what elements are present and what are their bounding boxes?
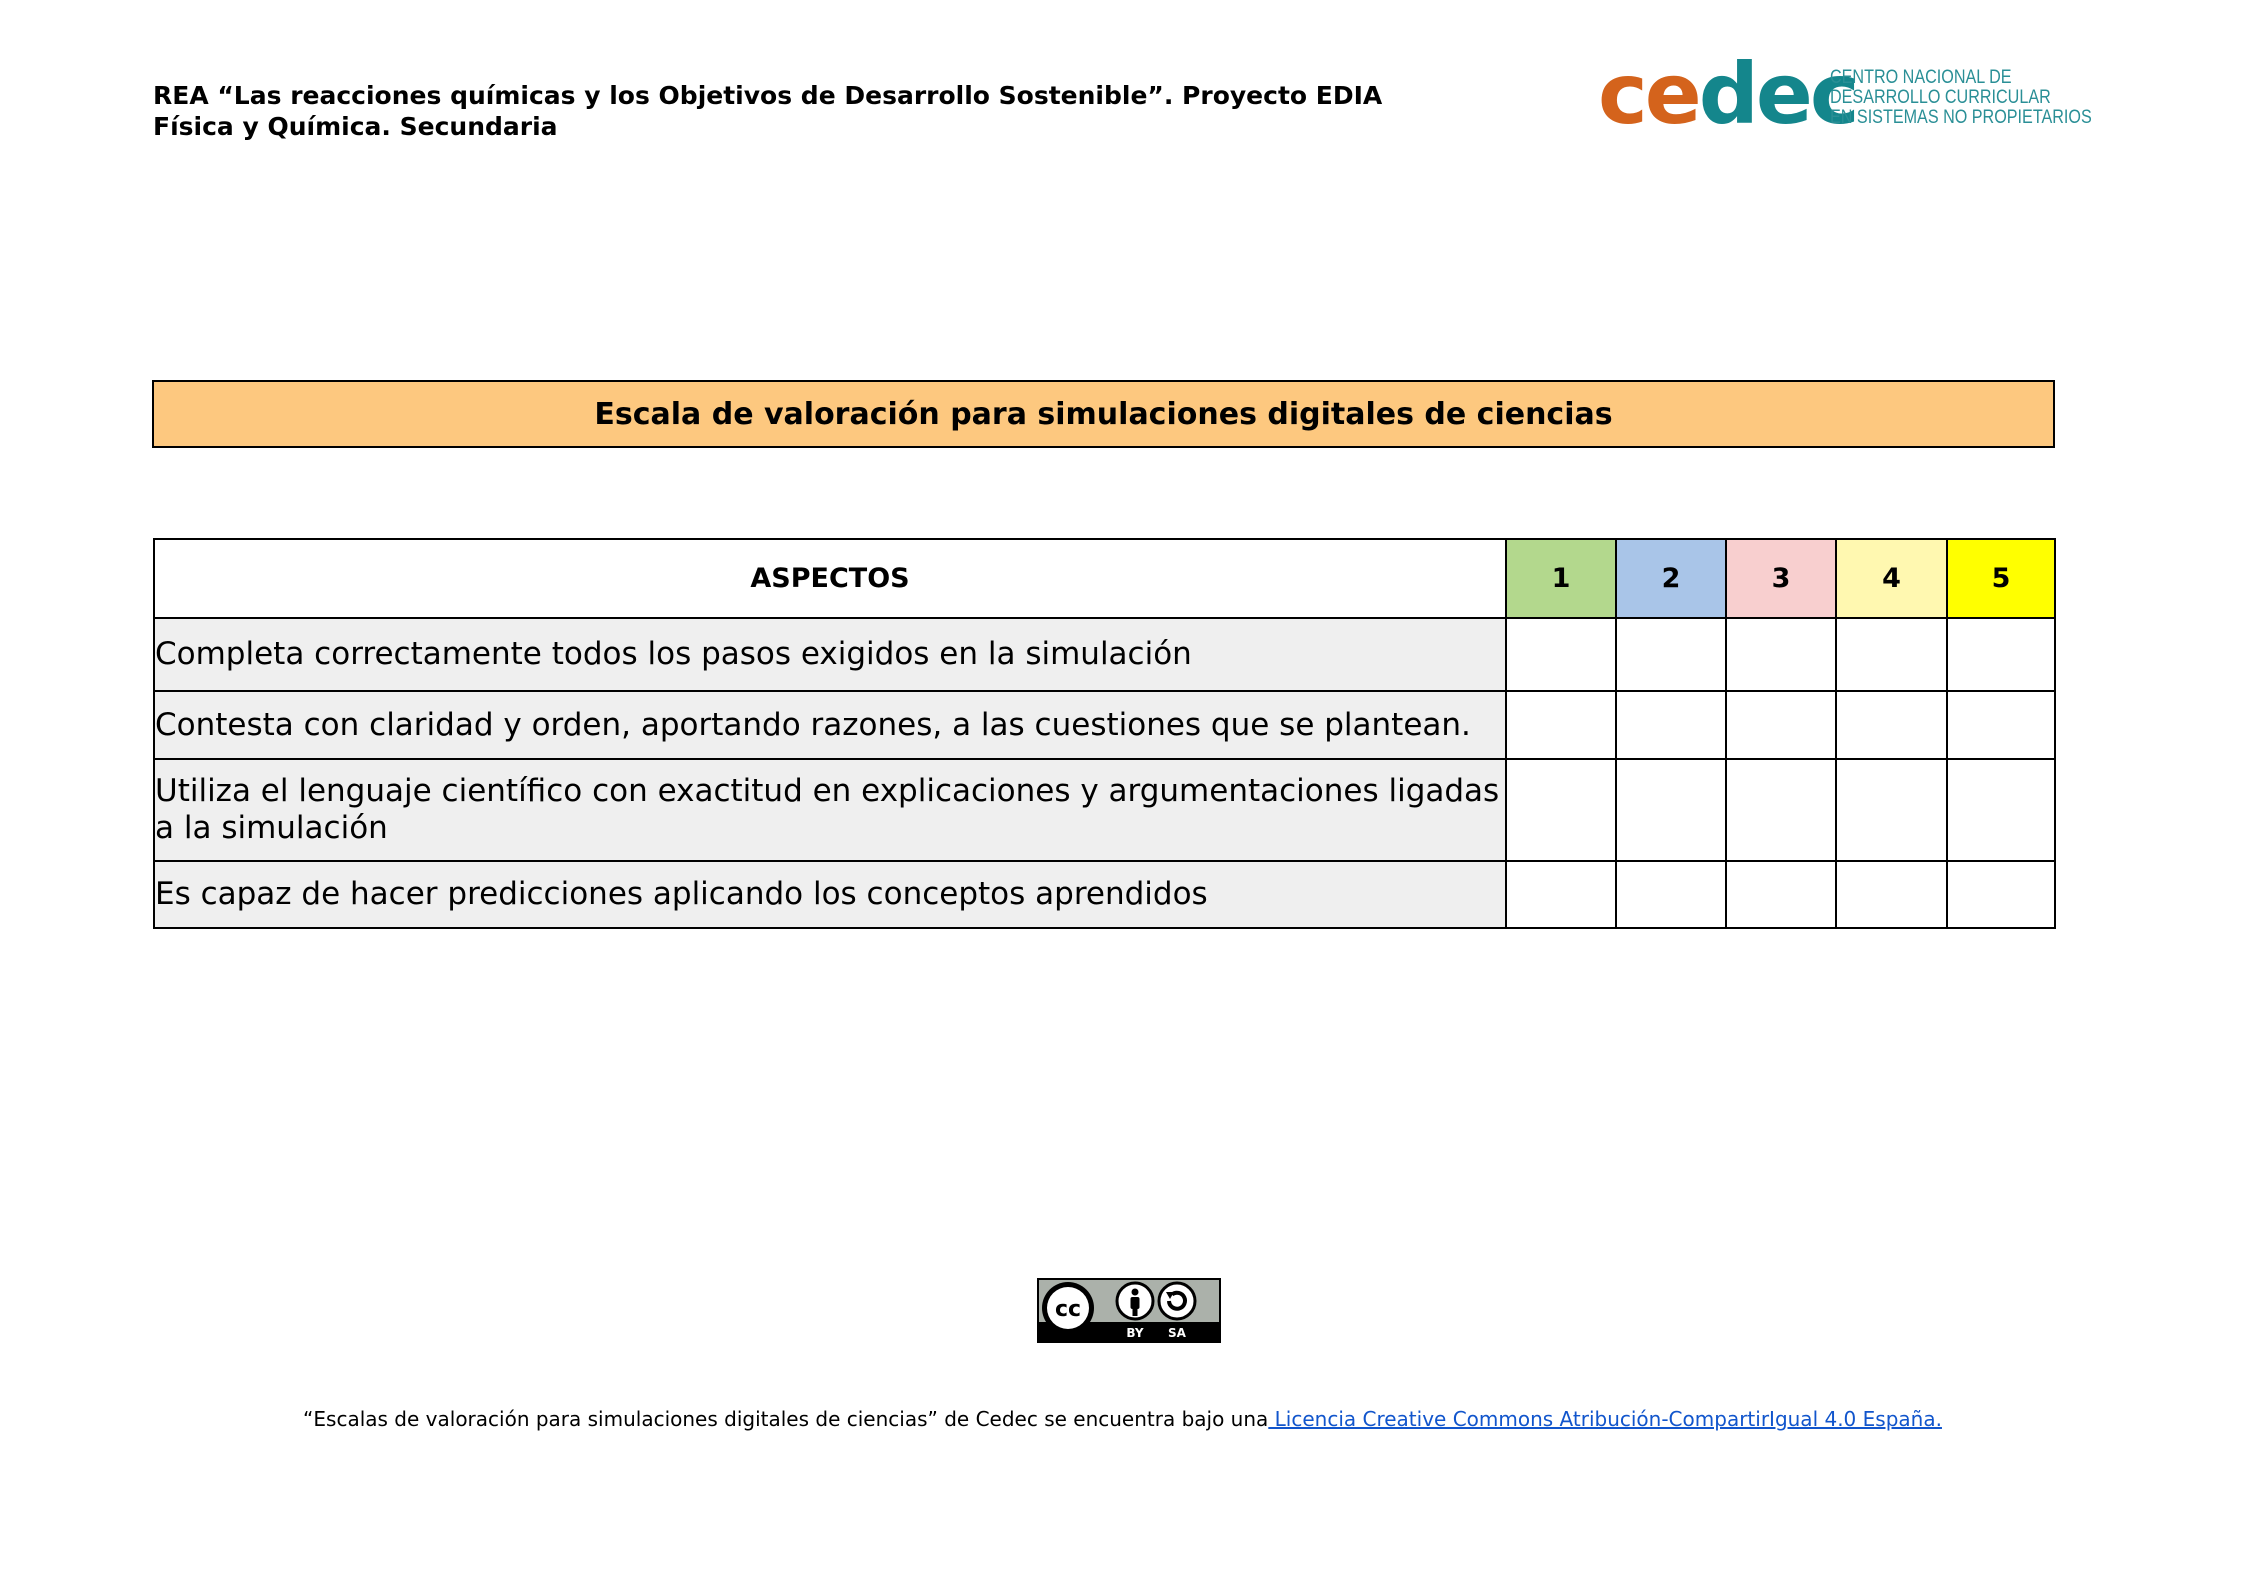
aspects-header: ASPECTOS: [154, 539, 1506, 618]
svg-text:cc: cc: [1054, 1297, 1082, 1322]
score-cell-4[interactable]: [1836, 691, 1947, 759]
header-line-2: Física y Química. Secundaria: [153, 112, 558, 141]
license-footer: [0, 1407, 2245, 1431]
score-cell-3[interactable]: [1726, 618, 1836, 691]
score-cell-3[interactable]: [1726, 691, 1836, 759]
score-cell-5[interactable]: [1947, 759, 2055, 861]
score-header-1: 1: [1506, 539, 1616, 618]
by-attribution-icon: [1117, 1283, 1153, 1319]
badge-by-label: BY: [1126, 1326, 1144, 1340]
logo-word-part-2: dec: [1698, 45, 1857, 143]
table-row: [154, 759, 2055, 861]
score-cell-2[interactable]: [1616, 759, 1726, 861]
footer-text: “Escalas de valoración para simulaciones digitales de ciencias” de Cedec se encuentra bajo una: [303, 1407, 1269, 1431]
cedec-logo-subtitle: [1830, 67, 2092, 128]
aspect-cell: Completa correctamente todos los pasos exigidos en la simulación: [154, 618, 1506, 691]
table-row: [154, 691, 2055, 759]
badge-sa-label: SA: [1168, 1326, 1186, 1340]
score-cell-5[interactable]: [1947, 691, 2055, 759]
logo-subtitle-line-1: CENTRO NACIONAL DE: [1830, 67, 2012, 88]
score-cell-1[interactable]: [1506, 759, 1616, 861]
logo-subtitle-line-2: DESARROLLO CURRICULAR: [1830, 87, 2051, 108]
score-header-4: 4: [1836, 539, 1947, 618]
table-row: [154, 618, 2055, 691]
logo-subtitle-line-3: EN SISTEMAS NO PROPIETARIOS: [1830, 107, 2092, 128]
score-cell-1[interactable]: [1506, 618, 1616, 691]
score-cell-5[interactable]: [1947, 618, 2055, 691]
score-cell-2[interactable]: [1616, 861, 1726, 928]
score-cell-2[interactable]: [1616, 691, 1726, 759]
score-cell-1[interactable]: [1506, 861, 1616, 928]
scale-title: Escala de valoración para simulaciones digitales de ciencias: [152, 380, 2055, 448]
document-header: [153, 80, 1382, 142]
aspect-cell: Utiliza el lenguaje científico con exactitud en explicaciones y argumentaciones ligadas a la simulación: [154, 759, 1506, 861]
score-header-3: 3: [1726, 539, 1836, 618]
rating-scale-table: [153, 538, 2056, 929]
score-cell-3[interactable]: [1726, 861, 1836, 928]
score-cell-4[interactable]: [1836, 618, 1947, 691]
license-link[interactable]: Licencia Creative Commons Atribución-CompartirIgual 4.0 España.: [1268, 1407, 1942, 1431]
score-header-5: 5: [1947, 539, 2055, 618]
score-cell-4[interactable]: [1836, 759, 1947, 861]
cc-icon: [1042, 1282, 1094, 1334]
header-line-1: REA “Las reacciones químicas y los Objetivos de Desarrollo Sostenible”. Proyecto EDIA: [153, 81, 1383, 110]
sa-share-alike-icon: [1159, 1283, 1195, 1319]
score-cell-4[interactable]: [1836, 861, 1947, 928]
table-header-row: [154, 539, 2055, 618]
aspect-cell: Es capaz de hacer predicciones aplicando los conceptos aprendidos: [154, 861, 1506, 928]
score-cell-5[interactable]: [1947, 861, 2055, 928]
score-cell-2[interactable]: [1616, 618, 1726, 691]
score-header-2: 2: [1616, 539, 1726, 618]
score-cell-3[interactable]: [1726, 759, 1836, 861]
cedec-logo-word: [1598, 44, 1857, 144]
cc-by-sa-badge[interactable]: [1037, 1278, 1221, 1343]
score-cell-1[interactable]: [1506, 691, 1616, 759]
table-row: [154, 861, 2055, 928]
aspect-cell: Contesta con claridad y orden, aportando razones, a las cuestiones que se plantean.: [154, 691, 1506, 759]
logo-word-part-1: ce: [1598, 45, 1699, 143]
